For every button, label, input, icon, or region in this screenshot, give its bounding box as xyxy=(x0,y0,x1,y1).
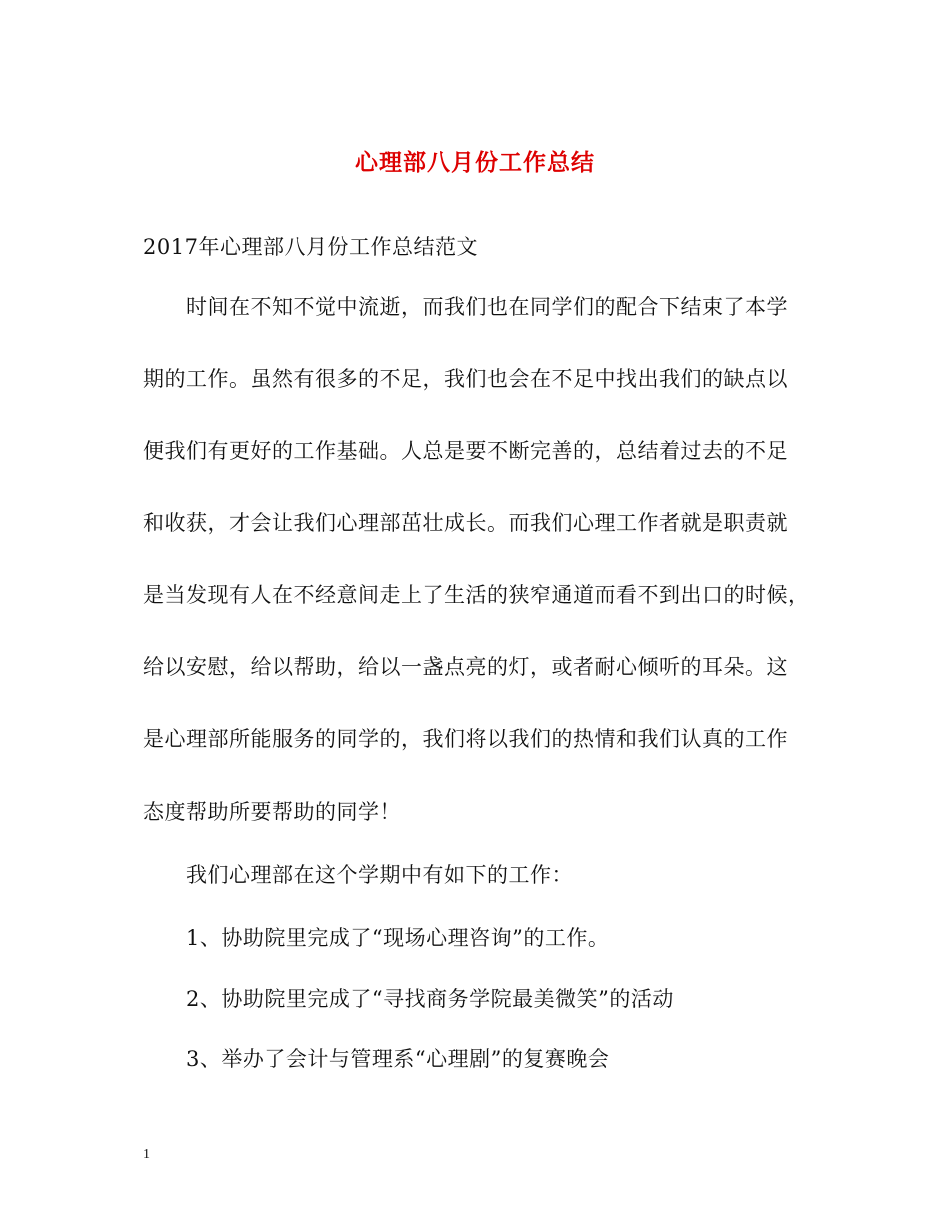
document-title: 心理部八月份工作总结 xyxy=(355,149,595,176)
intro-line: 我们心理部在这个学期中有如下的工作： xyxy=(186,863,573,887)
paragraph-line: 期的工作。虽然有很多的不足，我们也会在不足中找出我们的缺点以 xyxy=(143,367,788,391)
paragraph-line: 时间在不知不觉中流逝，而我们也在同学们的配合下结束了本学 xyxy=(186,295,788,319)
list-item: 2、协助院里完成了“寻找商务学院最美微笑”的活动 xyxy=(186,987,674,1011)
list-item: 1、协助院里完成了“现场心理咨询”的工作。 xyxy=(186,926,610,950)
paragraph-line: 是心理部所能服务的同学的，我们将以我们的热情和我们认真的工作 xyxy=(143,727,788,751)
paragraph-line: 给以安慰，给以帮助，给以一盏点亮的灯，或者耐心倾听的耳朵。这 xyxy=(143,655,788,679)
paragraph-line: 便我们有更好的工作基础。人总是要不断完善的，总结着过去的不足 xyxy=(143,439,788,463)
page-number: 1 xyxy=(143,1147,150,1162)
paragraph-line: 态度帮助所要帮助的同学！ xyxy=(143,800,401,824)
paragraph-line: 是当发现有人在不经意间走上了生活的狭窄通道而看不到出口的时候， xyxy=(143,583,810,607)
paragraph-line: 和收获，才会让我们心理部茁壮成长。而我们心理工作者就是职责就 xyxy=(143,511,788,535)
list-item: 3、举办了会计与管理系“心理剧”的复赛晚会 xyxy=(186,1047,610,1071)
document-subtitle: 2017年心理部八月份工作总结范文 xyxy=(143,235,478,259)
